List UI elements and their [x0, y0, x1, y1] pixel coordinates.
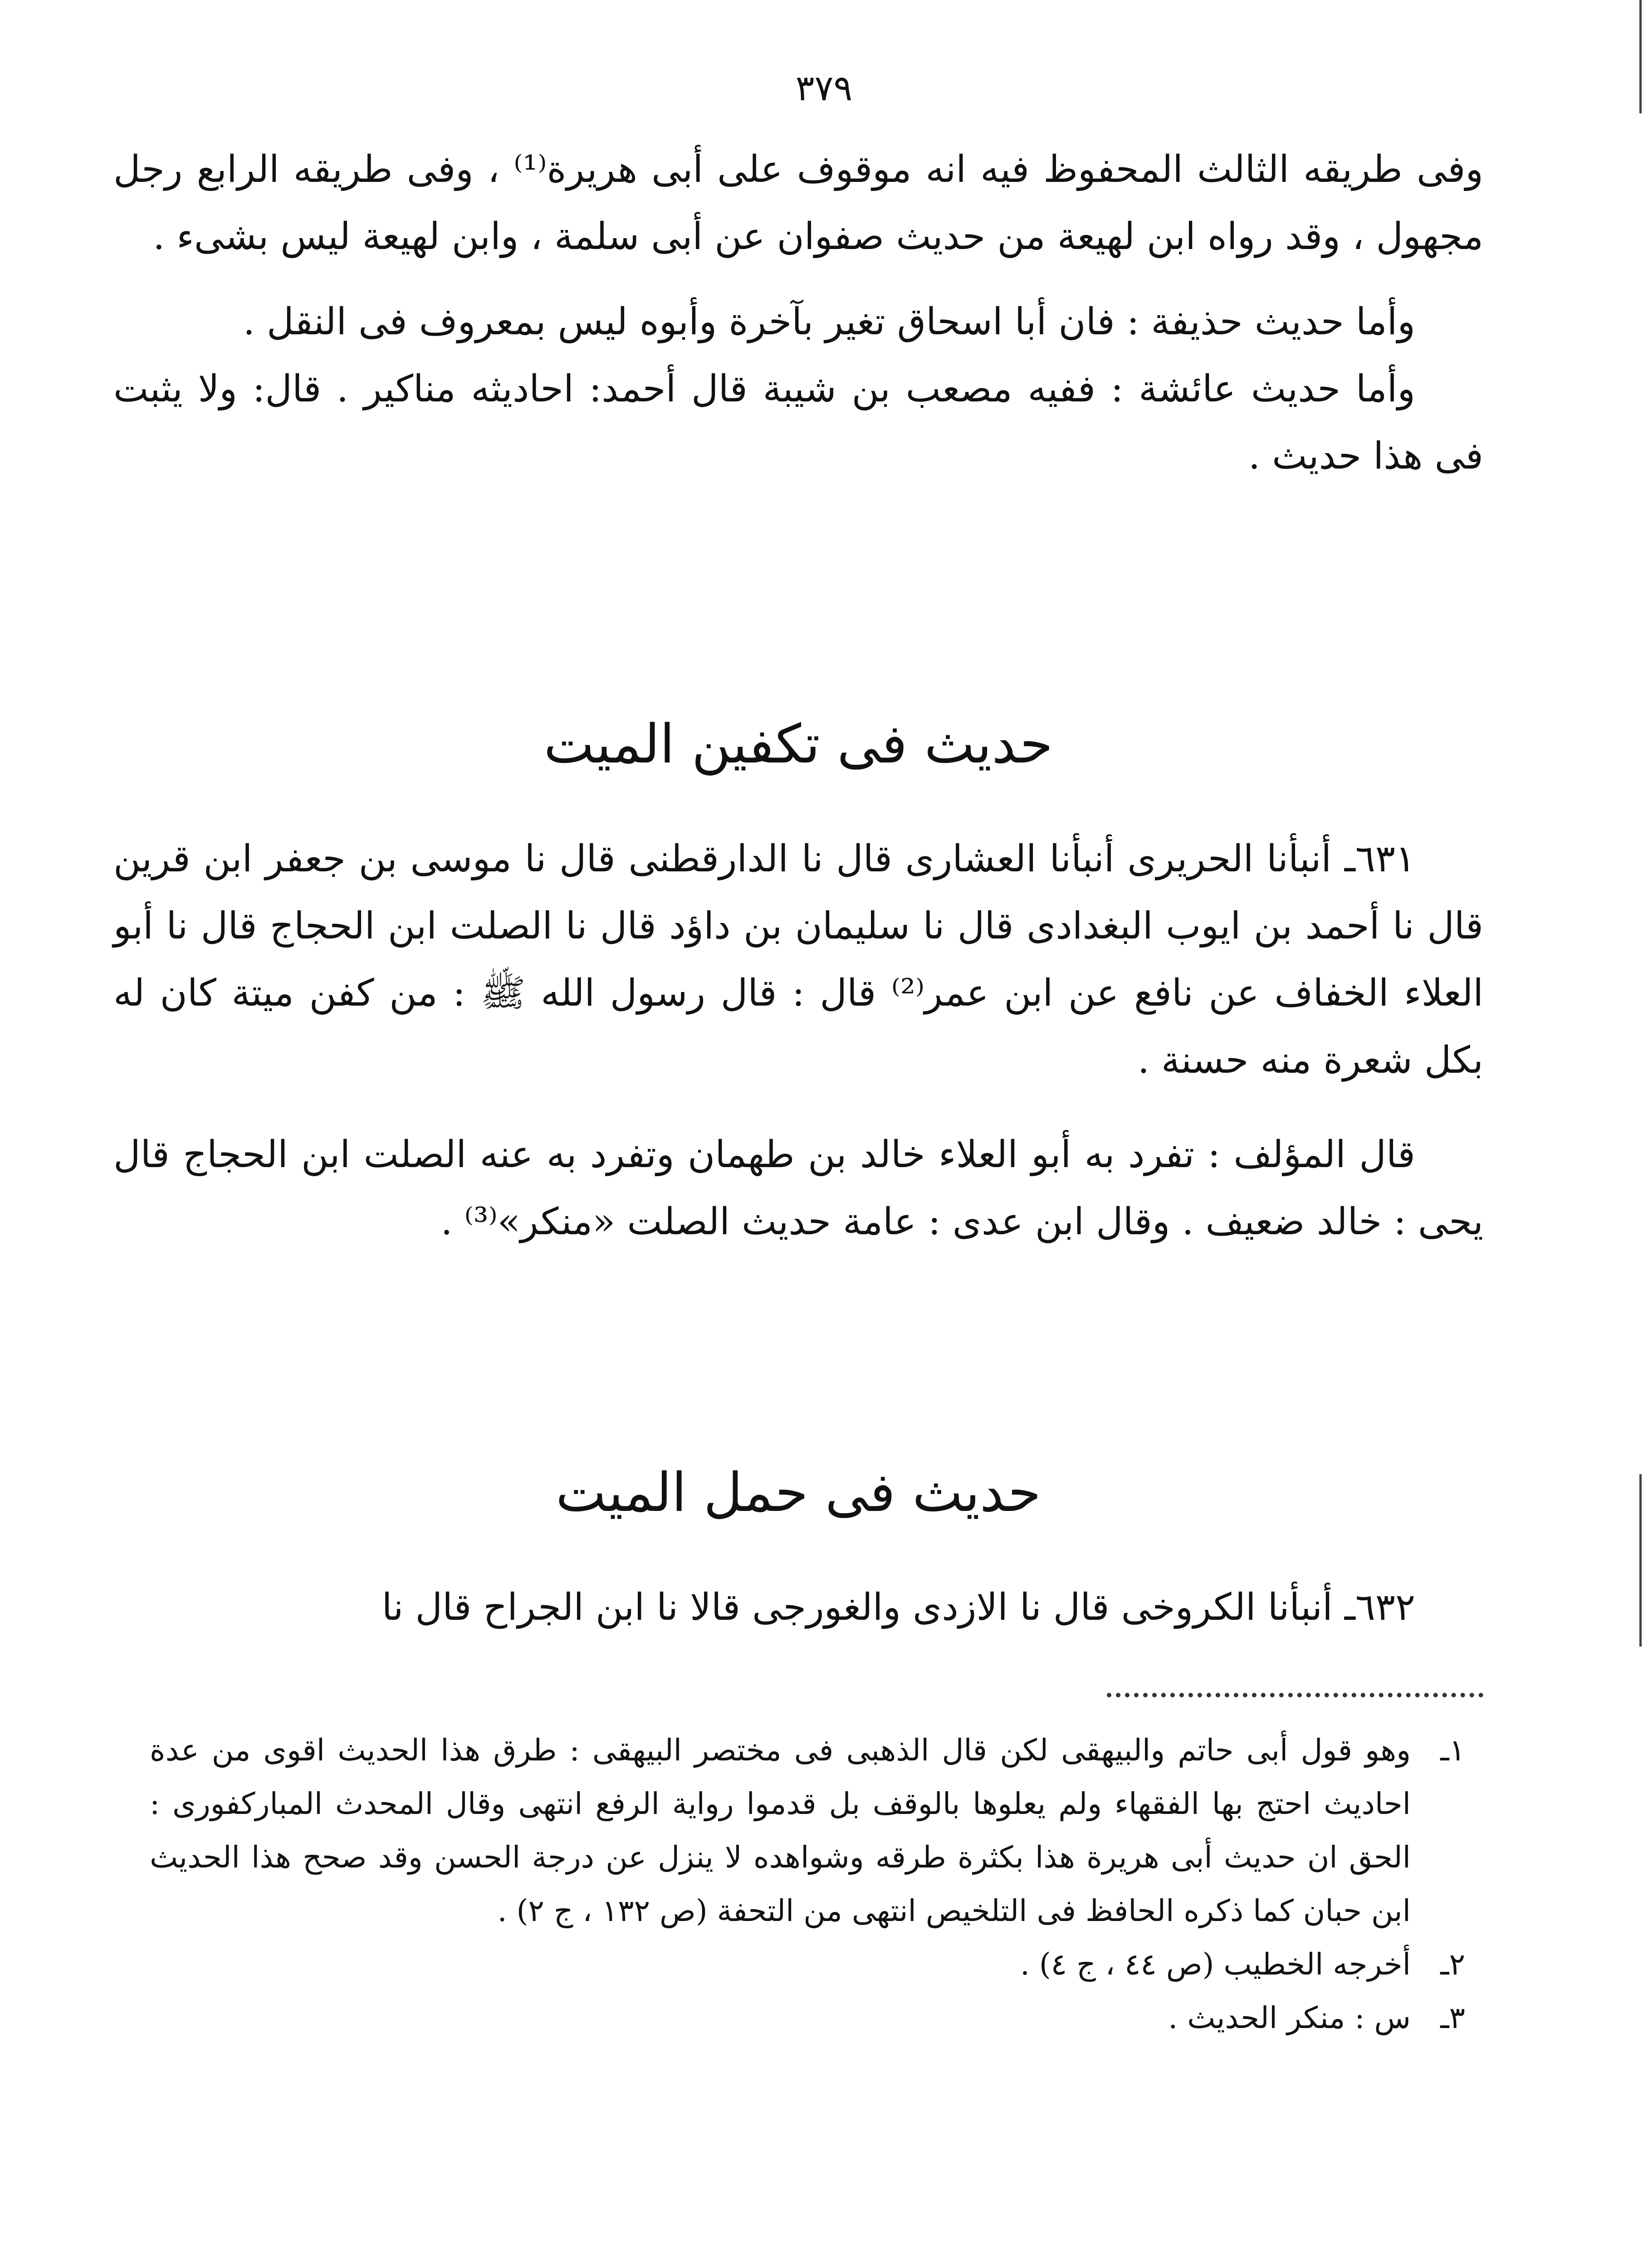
footnote: [150, 1938, 1465, 1991]
paragraph: ٦٣١ـ أنبأنا الحريرى أنبأنا العشارى قال نا الدارقطنى قال نا موسى بن جعفر ابن قرين قال نا أحمد بن ايوب البغدادى قال نا سليمان بن داؤد قال نا الصلت ابن الحجاج قال نا أبو العلاء الخفاف عن نافع عن ابن عمر⁽²⁾ قال : قال رسول الله ﷺ : من كفن ميتة كان له بكل شعرة منه حسنة .: [113, 837, 1483, 1082]
middle-text-block: [113, 826, 1483, 1256]
footnote-number: ١ـ: [1440, 1733, 1465, 1768]
paragraph: قال المؤلف : تفرد به أبو العلاء خالد بن طهمان وتفرد به عنه الصلت ابن الحجاج قال يحى : خالد ضعيف . وقال ابن عدى : عامة حديث الصلت «منكر»⁽³⁾ .: [113, 1133, 1483, 1243]
paragraph: ٦٣٢ـ أنبأنا الكروخى قال نا الازدى والغورجى قالا نا ابن الجراح قال نا: [381, 1586, 1415, 1629]
footnote: [150, 1991, 1465, 2045]
section-heading: حديث فى تكفين الميت: [543, 713, 1053, 775]
footnote-separator: [1107, 1693, 1483, 1697]
footnote-number: ٣ـ: [1440, 2000, 1465, 2035]
paragraph: وأما حديث عائشة : ففيه مصعب بن شيبة قال أحمد: احاديثه مناكير . قال: ولا يثبت فى هذا حديث .: [113, 367, 1483, 478]
page-number: ٣٧٩: [795, 68, 853, 109]
scan-edge-line: [1639, 1474, 1642, 1647]
section-heading: حديث فى حمل الميت: [556, 1461, 1041, 1524]
footnotes: [150, 1724, 1465, 2045]
footnote-number: ٢ـ: [1440, 1947, 1465, 1982]
paragraph: وفى طريقه الثالث المحفوظ فيه انه موقوف على أبى هريرة⁽¹⁾ ، وفى طريقه الرابع رجل مجهول ، وقد رواه ابن لهيعة من حديث صفوان عن أبى سلمة ، وابن لهيعة ليس بشىء .: [113, 148, 1483, 258]
footnote-text: أخرجه الخطيب (ص ٤٤ ، ج ٤) .: [1020, 1947, 1411, 1982]
paragraph: وأما حديث حذيفة : فان أبا اسحاق تغير بآخرة وأبوه ليس بمعروف فى النقل .: [243, 300, 1415, 343]
scan-edge-line: [1639, 0, 1642, 113]
footnote: [150, 1724, 1465, 1938]
footnote-text: س : منكر الحديث .: [1168, 2000, 1411, 2035]
last-text-block: [113, 1574, 1483, 1641]
top-text-block: [113, 136, 1483, 490]
footnote-text: وهو قول أبى حاتم والبيهقى لكن قال الذهبى فى مختصر البيهقى : طرق هذا الحديث اقوى من عدة احاديث احتج بها الفقهاء ولم يعلوها بالوقف بل قدموا رواية الرفع انتهى وقال المحدث المباركفورى : الحق ان حديث أبى هريرة هذا بكثرة طرقه وشواهده لا ينزل عن درجة الحسن وقد صحح هذا الحديث ابن حبان كما ذكره الحافظ فى التلخيص انتهى من التحفة (ص ١٣٢ ، ج ٢) .: [150, 1733, 1411, 1928]
